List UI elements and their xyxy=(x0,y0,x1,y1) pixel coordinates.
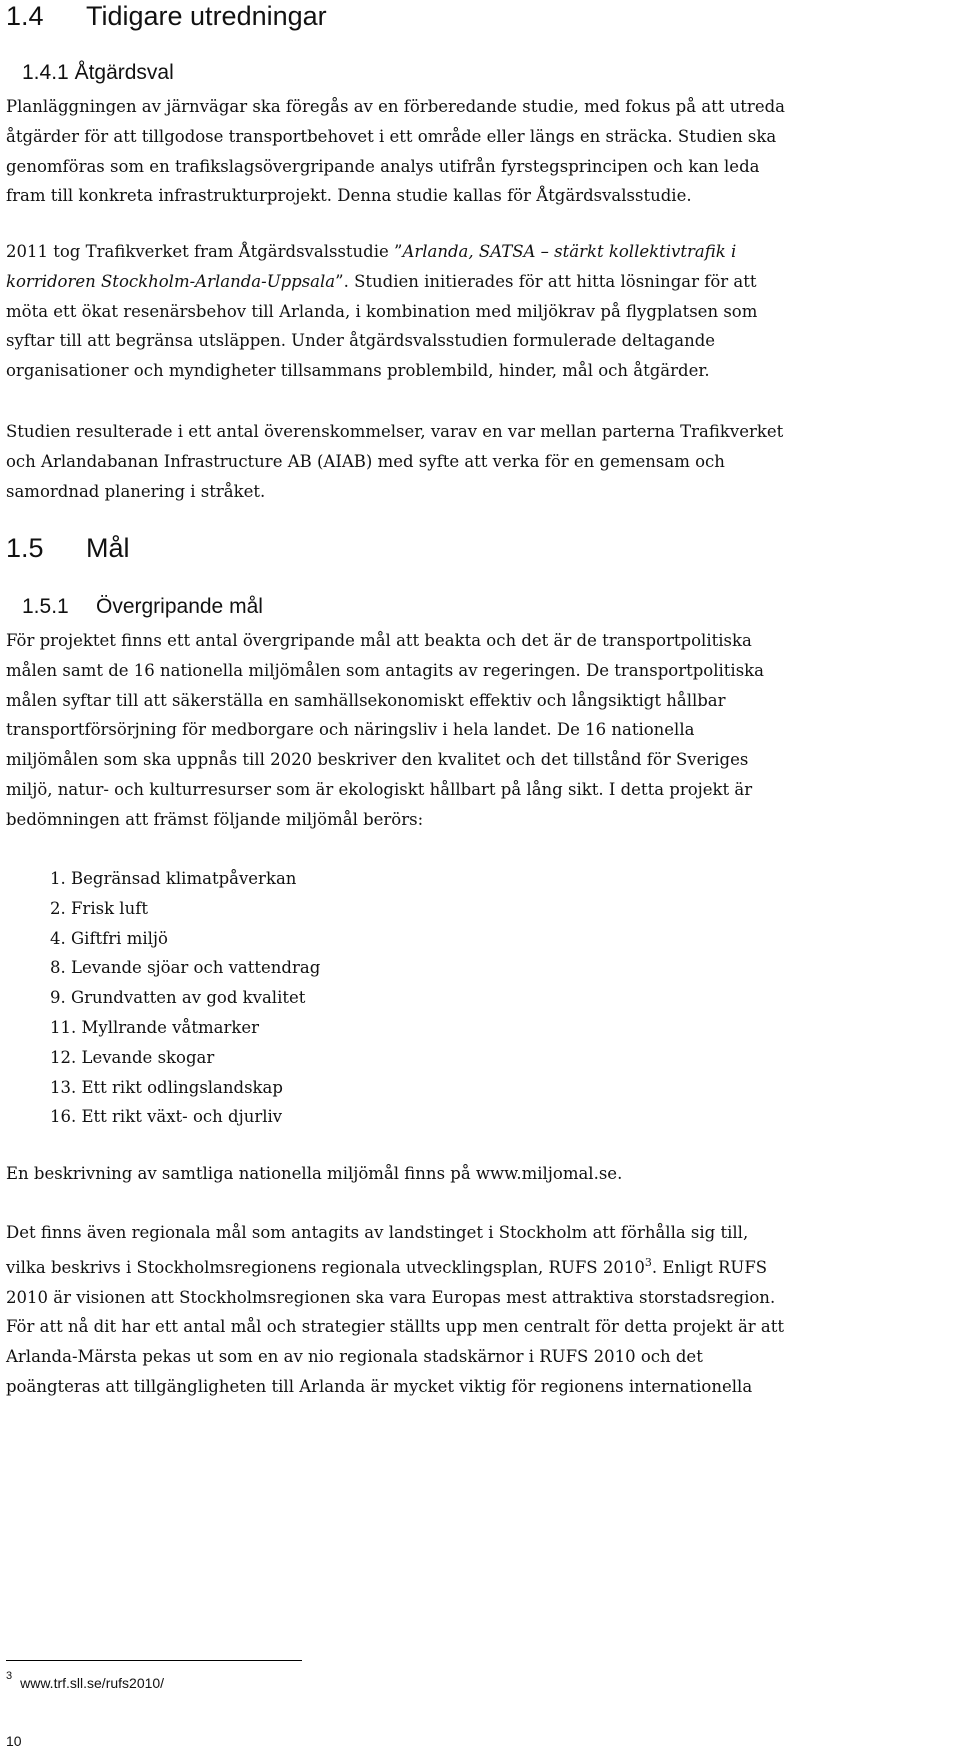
heading-title: Tidigare utredningar xyxy=(86,1,327,31)
heading-1-4 xyxy=(6,0,327,32)
text-line: samordnad planering i stråket. xyxy=(6,481,266,501)
footnote-marker: 3 xyxy=(6,1670,13,1682)
text-line: målen syftar till att säkerställa en samhällsekonomiskt effektiv och långsiktigt hållbar xyxy=(6,690,726,710)
heading-1-4-1 xyxy=(22,60,174,86)
text-line: möta ett ökat resenärsbehov till Arlanda, i kombination med miljökrav på flygplatsen som xyxy=(6,301,758,321)
list-item: 8. Levande sjöar och vattendrag xyxy=(50,958,321,978)
footnote xyxy=(6,1665,164,1694)
list-item: 13. Ett rikt odlingslandskap xyxy=(50,1077,283,1097)
text-line: bedömningen att främst följande miljömål berörs: xyxy=(6,809,424,829)
footnote-reference[interactable]: 3 xyxy=(644,1255,652,1269)
list-item: 1. Begränsad klimatpåverkan xyxy=(50,869,297,888)
subheading-title: Åtgärdsval xyxy=(74,61,174,84)
environmental-goals-list xyxy=(50,864,320,1132)
text-line: och Arlandabanan Infrastructure AB (AIAB) med syfte att verka för en gemensam och xyxy=(6,451,725,471)
paragraph-results xyxy=(6,417,950,506)
text-line: miljömålen som ska uppnås till 2020 beskriver den kvalitet och det tillstånd för Sveriges xyxy=(6,750,749,770)
text-run: vilka beskrivs i Stockholmsregionens regionala utvecklingsplan, RUFS 2010 xyxy=(6,1257,645,1277)
text-line: organisationer och myndigheter tillsammans problembild, hinder, mål och åtgärder. xyxy=(6,361,710,381)
subheading-title: Övergripande mål xyxy=(96,595,263,618)
heading-1-5 xyxy=(6,532,130,564)
text-line: miljö, natur- och kulturresurser som är ekologiskt hållbart på lång sikt. I detta projekt är xyxy=(6,779,753,799)
subheading-number: 1.5.1 xyxy=(22,595,69,618)
text-line: åtgärder för att tillgodose transportbehovet i ett område eller längs en sträcka. Studien ska xyxy=(6,126,777,146)
heading-1-5-1 xyxy=(22,594,263,620)
study-title-part: Arlanda, SATSA – stärkt kollektivtrafik i xyxy=(402,242,737,261)
text-line: poängteras att tillgängligheten till Arlanda är mycket viktig för regionens internationella xyxy=(6,1376,753,1396)
footnote-text: www.trf.sll.se/rufs2010/ xyxy=(20,1675,165,1691)
text-line: För att nå dit har ett antal mål och strategier ställts upp men centralt för detta projekt är att xyxy=(6,1317,785,1337)
list-item: 2. Frisk luft xyxy=(50,898,148,918)
text-line xyxy=(6,1248,950,1283)
text-run: 2011 tog Trafikverket fram Åtgärdsvalsstudie ” xyxy=(6,242,403,261)
text-run: ”. Studien initierades för att hitta lösningar för att xyxy=(335,271,757,291)
text-line: För projektet finns ett antal övergripande mål att beakta och det är de transportpolitiska xyxy=(6,631,752,650)
paragraph-2011-study xyxy=(6,237,950,386)
heading-number: 1.5 xyxy=(6,533,44,563)
text-line: Arlanda-Märsta pekas ut som en av nio regionala stadskärnor i RUFS 2010 och det xyxy=(6,1347,703,1367)
list-item: 4. Giftfri miljö xyxy=(50,928,168,948)
list-item: 9. Grundvatten av god kvalitet xyxy=(50,988,306,1008)
study-title-part: korridoren Stockholm-Arlanda-Uppsala xyxy=(6,271,336,291)
list-item: 11. Myllrande våtmarker xyxy=(50,1017,259,1037)
text-run: . Enligt RUFS xyxy=(651,1257,768,1277)
text-line: 2010 är visionen att Stockholmsregionen ska vara Europas mest attraktiva storstadsregion. xyxy=(6,1287,776,1307)
text-line: Det finns även regionala mål som antagits av landstinget i Stockholm att förhålla sig till, xyxy=(6,1223,749,1242)
text-line: transportförsörjning för medborgare och näringsliv i hela landet. De 16 nationella xyxy=(6,720,695,740)
paragraph-overall-goals xyxy=(6,626,950,835)
subheading-number: 1.4.1 xyxy=(22,61,69,84)
paragraph-atgardsval xyxy=(6,92,950,211)
paragraph-miljomal-link: En beskrivning av samtliga nationella miljömål finns på www.miljomal.se. xyxy=(6,1164,623,1183)
paragraph-regional-goals xyxy=(6,1218,950,1402)
heading-number: 1.4 xyxy=(6,1,44,31)
text-line: Planläggningen av järnvägar ska föregås av en förberedande studie, med fokus på att utreda xyxy=(6,97,785,116)
text-line: målen samt de 16 nationella miljömålen som antagits av regeringen. De transportpolitiska xyxy=(6,660,765,680)
text-line: fram till konkreta infrastrukturprojekt. Denna studie kallas för Åtgärdsvalsstudie. xyxy=(6,186,692,206)
text-line: syftar till att begränsa utsläppen. Under åtgärdsvalsstudien formulerade deltagande xyxy=(6,331,716,351)
text-line: genomföras som en trafikslagsövergripande analys utifrån fyrstegsprincipen och kan leda xyxy=(6,156,760,176)
page-number: 10 xyxy=(6,1733,22,1749)
list-item: 16. Ett rikt växt- och djurliv xyxy=(50,1107,283,1127)
text-line xyxy=(6,237,950,267)
footnote-divider xyxy=(6,1660,302,1661)
text-line xyxy=(6,267,950,297)
list-item: 12. Levande skogar xyxy=(50,1047,215,1067)
text-line: Studien resulterade i ett antal överenskommelser, varav en var mellan parterna Trafikverket xyxy=(6,422,784,441)
heading-title: Mål xyxy=(86,533,130,563)
